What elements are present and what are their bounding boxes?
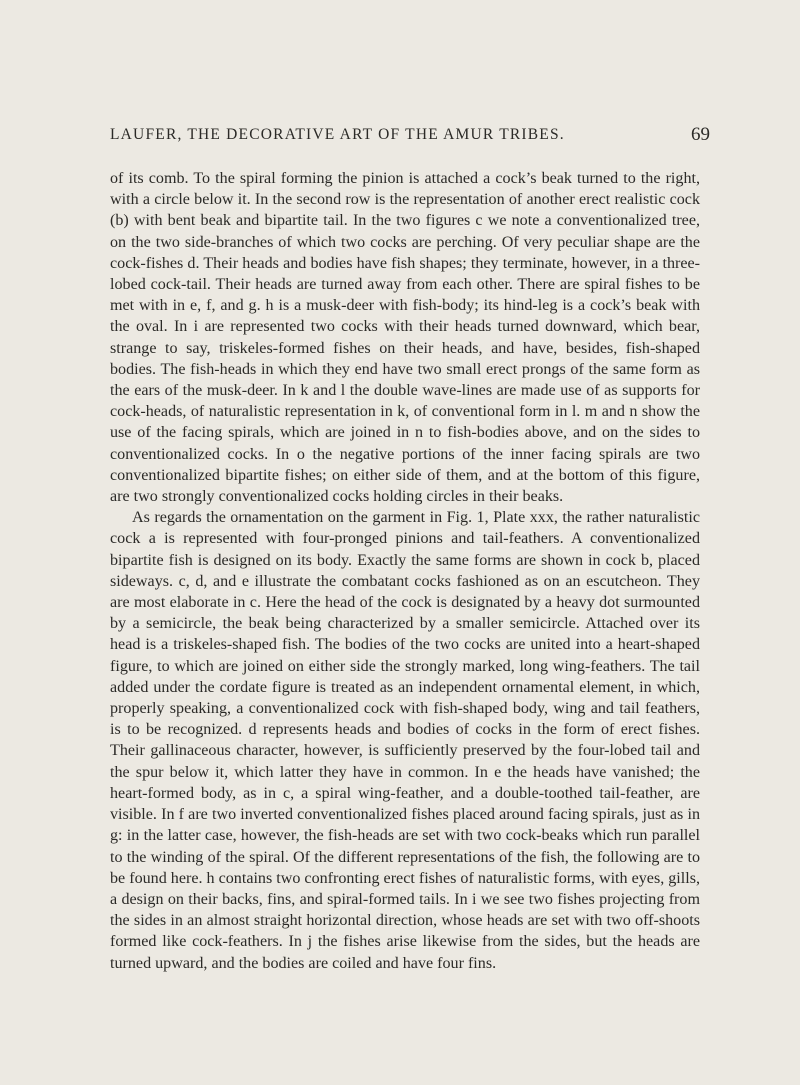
paragraph-2: As regards the ornamentation on the garment in Fig. 1, Plate xxx, the rather naturalistic cock a is represented with four-pronged pinions and tail-feathers. A conventionalized bipartite fish is designed on its body. Exactly the same forms are shown in cock b, placed sideways. c, d, and e illustrate the combatant cocks fashioned as on an escutcheon. They are most elaborate in c. Here the head of the cock is designated by a heavy dot surmounted by a semicircle, the beak being characterized by a smaller semicircle. Attached over its head is a triskeles-shaped fish. The bodies of the two cocks are united into a heart-shaped figure, to which are joined on either side the strongly marked, long wing-feathers. The tail added under the cordate figure is treated as an independent ornamental element, in which, properly speaking, a conventionalized cock with fish-shaped body, wing and tail feathers, is to be recognized. d represents heads and bodies of cocks in the form of erect fishes. Their gallinaceous character, however, is sufficiently preserved by the four-lobed tail and the spur below it, which latter they have in common. In e the heads have vanished; the heart-formed body, as in c, a spiral wing-feather, and a double-toothed tail-feather, are visible. In f are two inverted conventionalized fishes placed around facing spirals, just as in g: in the latter case, however, the fish-heads are set with two cock-beaks which run parallel to the winding of the spiral. Of the different representations of the fish, the following are to be found here. h contains two confronting erect fishes of naturalistic forms, with eyes, gills, a design on their backs, fins, and spiral-formed tails. In i we see two fishes projecting from the sides in an almost straight horizontal direction, whose heads are set with two off-shoots formed like cock-feathers. In j the fishes arise likewise from the sides, but the heads are turned upward, and the bodies are coiled and have four fins.	[110, 509, 700, 972]
body-text	[110, 168, 700, 974]
running-head	[110, 126, 710, 150]
page-number: 69	[691, 124, 710, 145]
running-title: LAUFER, THE DECORATIVE ART OF THE AMUR TRIBES.	[110, 126, 565, 143]
paragraph-1: of its comb. To the spiral forming the pinion is attached a cock’s beak turned to the right, with a circle below it. In the second row is the representation of another erect realistic cock (b) with bent beak and bipartite tail. In the two figures c we note a conventionalized tree, on the two side-branches of which two cocks are perching. Of very peculiar shape are the cock-fishes d. Their heads and bodies have fish shapes; they terminate, however, in a three-lobed cock-tail. Their heads are turned away from each other. There are spiral fishes to be met with in e, f, and g. h is a musk-deer with fish-body; its hind-leg is a cock’s beak with the oval. In i are represented two cocks with their heads turned downward, which bear, strange to say, triskeles-formed fishes on their heads, and have, besides, fish-shaped bodies. The fish-heads in which they end have two small erect prongs of the same form as the ears of the musk-deer. In k and l the double wave-lines are made use of as supports for cock-heads, of naturalistic representation in k, of conventional form in l. m and n show the use of the facing spirals, which are joined in n to fish-bodies above, and on the sides to conventionalized cocks. In o the negative portions of the inner facing spirals are two conventionalized bipartite fishes; on either side of them, and at the bottom of this figure, are two strongly conventionalized cocks holding circles in their beaks.	[110, 170, 700, 506]
